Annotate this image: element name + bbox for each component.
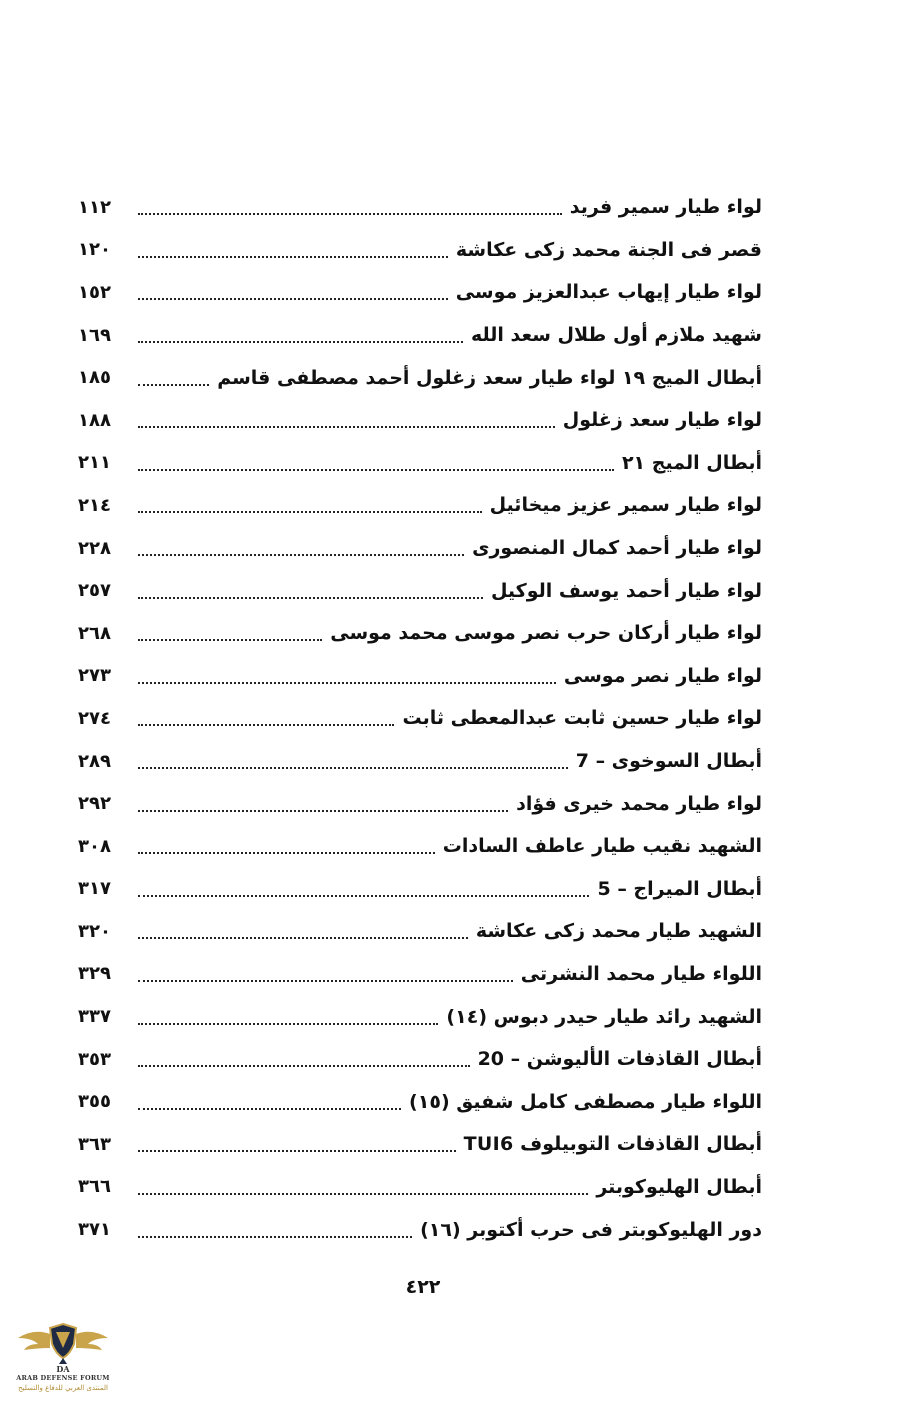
toc-title: دور الهليوكوبتر فى حرب أكتوبر (١٦) (420, 1218, 762, 1241)
toc-entry (78, 612, 762, 655)
toc-title: لواء طيار سمير عزيز ميخائيل (489, 494, 762, 517)
forum-watermark-logo (4, 1318, 122, 1402)
toc-entry (78, 1208, 762, 1251)
toc-leader-dots (138, 1023, 438, 1025)
toc-page-number: ٣٦٦ (78, 1176, 111, 1198)
toc-title: أبطال الميج ٢١ (621, 451, 762, 474)
toc-entry (78, 953, 762, 996)
toc-entry (78, 229, 762, 272)
toc-entry (78, 825, 762, 868)
toc-entry (78, 1080, 762, 1123)
toc-entry (78, 527, 762, 570)
toc-leader-dots (138, 724, 394, 726)
toc-leader-dots (138, 213, 562, 215)
toc-leader-dots (138, 1065, 470, 1067)
toc-title: لواء طيار سعد زغلول (562, 409, 762, 432)
toc-leader-dots (138, 1108, 401, 1110)
toc-entry (78, 995, 762, 1038)
toc-page-number: ١٨٨ (78, 409, 111, 431)
toc-page-number: ٢٧٣ (78, 665, 111, 687)
toc-leader-dots (138, 597, 483, 599)
toc-leader-dots (138, 682, 556, 684)
toc-entry (78, 442, 762, 485)
toc-title: أبطال القاذفات التوبيلوف TUI6 (463, 1133, 762, 1156)
toc-entry (78, 399, 762, 442)
toc-title: لواء طيار إيهاب عبدالعزيز موسى (455, 281, 762, 304)
toc-leader-dots (138, 1150, 456, 1152)
toc-page-number: ١٥٢ (78, 281, 111, 303)
toc-leader-dots (138, 1236, 412, 1238)
toc-page-number: ٢٨٩ (78, 750, 111, 772)
toc-entry (78, 1038, 762, 1081)
toc-leader-dots (138, 810, 508, 812)
toc-page-number: ٣٥٣ (78, 1048, 111, 1070)
toc-page-number: ٢٢٨ (78, 537, 111, 559)
page-number: ٤٢٢ (405, 1276, 441, 1298)
toc-page-number: ٣٠٨ (78, 835, 111, 857)
toc-page-number: ١١٢ (78, 196, 111, 218)
toc-entry (78, 356, 762, 399)
toc-entry (78, 782, 762, 825)
toc-page-number: ٣٥٥ (78, 1091, 111, 1113)
toc-leader-dots (138, 469, 614, 471)
toc-title: أبطال السوخوى – 7 (575, 750, 762, 773)
toc-title: لواء طيار أحمد يوسف الوكيل (490, 579, 762, 602)
watermark-abbreviation: DA (56, 1364, 70, 1374)
toc-page-number: ٢١١ (78, 452, 111, 474)
toc-leader-dots (138, 937, 468, 939)
toc-entry (78, 697, 762, 740)
toc-title: لواء طيار أركان حرب نصر موسى محمد موسى (330, 622, 762, 645)
watermark-name-english: ARAB DEFENSE FORUM (16, 1374, 110, 1382)
toc-entry (78, 1166, 762, 1209)
toc-title: لواء طيار محمد خيرى فؤاد (516, 792, 762, 815)
toc-leader-dots (138, 639, 322, 641)
toc-title: اللواء طيار محمد النشرتى (520, 962, 762, 985)
toc-page-number: ٣٢٩ (78, 963, 111, 985)
toc-page-number: ٣٣٧ (78, 1006, 111, 1028)
toc-leader-dots (138, 511, 482, 513)
toc-page-number: ١٨٥ (78, 367, 111, 389)
toc-page-number: ٢١٤ (78, 494, 111, 516)
toc-leader-dots (138, 384, 209, 386)
watermark-name-arabic: المنتدى العربي للدفاع والتسليح (18, 1384, 108, 1392)
toc-leader-dots (138, 895, 589, 897)
toc-page-number: ٣٢٠ (78, 920, 111, 942)
toc-title: أبطال الهليوكوبتر (596, 1175, 762, 1198)
toc-title: أبطال الميراج – 5 (597, 877, 762, 900)
toc-title: الشهيد رائد طيار حيدر دبوس (١٤) (446, 1005, 762, 1028)
toc-leader-dots (138, 980, 513, 982)
toc-title: لواء طيار نصر موسى (563, 664, 762, 687)
toc-entry (78, 271, 762, 314)
toc-page-number: ٣١٧ (78, 878, 111, 900)
toc-title: اللواء طيار مصطفى كامل شفيق (١٥) (409, 1090, 762, 1113)
toc-leader-dots (138, 767, 568, 769)
toc-title: شهيد ملازم أول طلال سعد الله (470, 324, 762, 347)
toc-entry (78, 740, 762, 783)
toc-title: أبطال القاذفات الأليوشن – 20 (477, 1048, 762, 1071)
toc-entry (78, 868, 762, 911)
toc-leader-dots (138, 298, 448, 300)
toc-leader-dots (138, 1193, 588, 1195)
toc-page-number: ٢٩٢ (78, 793, 111, 815)
toc-entry (78, 569, 762, 612)
toc-title: لواء طيار أحمد كمال المنصورى (472, 537, 762, 560)
toc-entry (78, 186, 762, 229)
winged-shield-icon (4, 1318, 122, 1366)
toc-leader-dots (138, 852, 435, 854)
toc-entry (78, 484, 762, 527)
toc-page-number: ٢٥٧ (78, 580, 111, 602)
toc-leader-dots (138, 341, 463, 343)
toc-leader-dots (138, 256, 448, 258)
toc-page-number: ١٢٠ (78, 239, 111, 261)
toc-page-number: ٢٦٨ (78, 622, 111, 644)
table-of-contents (78, 186, 762, 1251)
toc-leader-dots (138, 426, 555, 428)
toc-title: لواء طيار سمير فريد (569, 196, 762, 219)
toc-entry (78, 910, 762, 953)
toc-page-number: ١٦٩ (78, 324, 111, 346)
toc-entry (78, 314, 762, 357)
toc-entry (78, 1123, 762, 1166)
toc-page-number: ٢٧٤ (78, 707, 111, 729)
toc-leader-dots (138, 554, 464, 556)
toc-page-number: ٣٧١ (78, 1219, 111, 1241)
toc-entry (78, 655, 762, 698)
toc-title: قصر فى الجنة محمد زكى عكاشة (455, 238, 762, 261)
toc-title: أبطال الميج ١٩ لواء طيار سعد زغلول أحمد مصطفى قاسم (217, 366, 762, 389)
toc-page-number: ٣٦٣ (78, 1133, 111, 1155)
toc-title: الشهيد نقيب طيار عاطف السادات (442, 835, 762, 858)
toc-title: الشهيد طيار محمد زكى عكاشة (475, 920, 762, 943)
toc-title: لواء طيار حسين ثابت عبدالمعطى ثابت (402, 707, 762, 730)
